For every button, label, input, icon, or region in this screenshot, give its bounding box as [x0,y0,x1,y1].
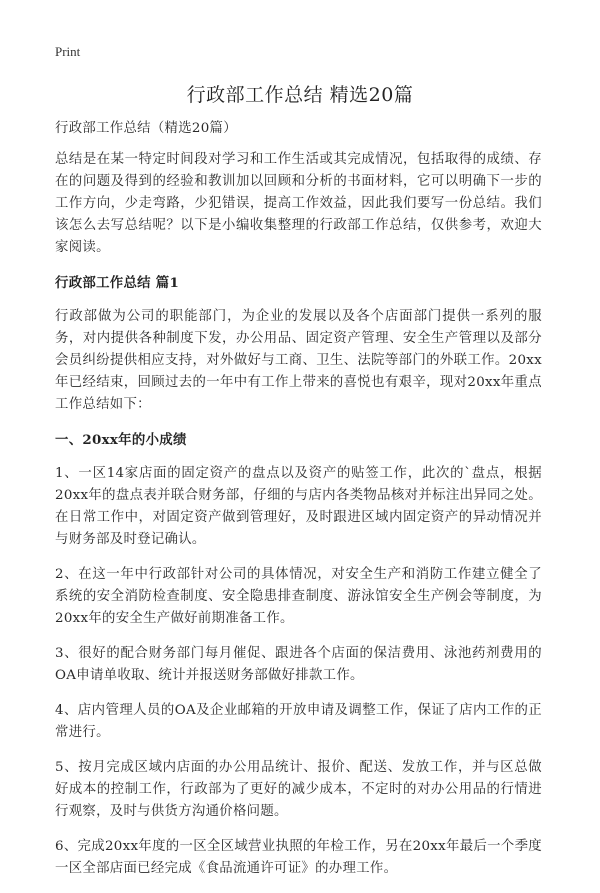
section-heading: 行政部工作总结 篇1 [55,275,180,291]
list-item: 3、很好的配合财务部门每月催促、跟进各个店面的保洁费用、泳池药剂费用的OA申请单收取、统计并报送财务部做好排款工作。 [55,646,542,683]
print-link[interactable]: Print [55,44,81,59]
section-paragraph: 行政部做为公司的职能部门，为企业的发展以及各个店面部门提供一系列的服务，对内提供各种制度下发，办公用品、固定资产管理、安全生产管理以及部分会员纠纷提供相应支持，对外做好与工商、卫生、法院等部门的外联工作。20xx年已经结束，回顾过去的一年中有工作上带来的喜悦也有艰辛，现对20xx年重点工作总结如下： [55,309,542,412]
achievements-heading: 一、20xx年的小成绩 [55,432,187,448]
list-item: 6、完成20xx年度的一区全区域营业执照的年检工作，另在20xx年最后一个季度一区全部店面已经完成《食品流通许可证》的办理工作。 [55,839,542,876]
intro-paragraph: 总结是在某一特定时间段对学习和工作生活或其完成情况，包括取得的成绩、存在的问题及得到的经验和教训加以回顾和分析的书面材料，它可以明确下一步的工作方向，少走弯路，少犯错误，提高工作效益，因此我们要写一份总结。我们该怎么去写总结呢？以下是小编收集整理的行政部工作总结，仅供参考，欢迎大家阅读。 [55,152,542,255]
list-item: 4、店内管理人员的OA及企业邮箱的开放申请及调整工作，保证了店内工作的正常进行。 [55,703,542,740]
page-title: 行政部工作总结 精选20篇 [186,84,414,106]
list-item: 5、按月完成区域内店面的办公用品统计、报价、配送、发放工作，并与区总做好成本的控制工作，行政部为了更好的减少成本，不定时的对办公用品的行情进行观察，及时与供货方沟通价格问题。 [55,760,542,819]
list-item: 1、一区14家店面的固定资产的盘点以及资产的贴签工作，此次的`盘点，根据20xx年的盘点表并联合财务部，仔细的与店内各类物品核对并标注出异同之处。在日常工作中，对固定资产做到管理好，及时跟进区域内固定资产的异动情况并与财务部及时登记确认。 [55,466,542,547]
list-item: 2、在这一年中行政部针对公司的具体情况，对安全生产和消防工作建立健全了系统的安全消防检查制度、安全隐患排查制度、游泳馆安全生产例会等制度，为20xx年的安全生产做好前期准备工作。 [55,567,542,626]
article-content [55,118,542,893]
article-subtitle: 行政部工作总结（精选20篇） [55,121,237,136]
